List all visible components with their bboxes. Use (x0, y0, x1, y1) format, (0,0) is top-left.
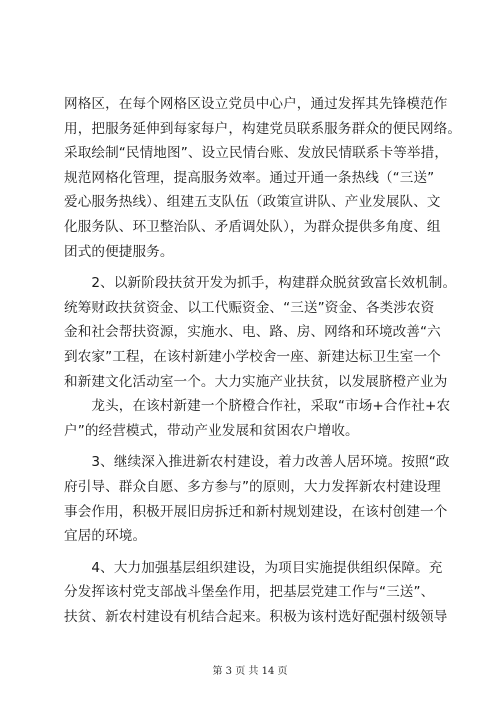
paragraph-new-countryside (64, 450, 450, 548)
text-line: 规范网格化管理，提高服务效率。通过开通一条热线（“三送” (64, 169, 435, 186)
text-line: 龙头，在该村新建一个脐橙合作社，采取“市场+合作社+农 (64, 398, 451, 415)
document-body (64, 92, 462, 629)
text-line: 4、大力加强基层组织建设，为项目实施提供组织保障。充 (64, 559, 443, 576)
text-line: 统筹财政扶贫资金、以工代赈资金、“三送”资金、各类涉农资 (64, 299, 435, 316)
text-line: 2、以新阶段扶贫开发为抓手，构建群众脱贫致富长效机制。 (64, 275, 457, 292)
text-line: 分发挥该村党支部战斗堡垒作用，把基层党建工作与“三送”、 (64, 584, 435, 601)
text-line: 金和社会帮扶资源，实施水、电、路、房、网络和环境改善“六 (64, 324, 441, 341)
text-line: 户”的经营模式，带动产业发展和贫困农户增收。 (64, 422, 359, 439)
text-line: 爱心服务热线）、组建五支队伍（政策宣讲队、产业发展队、文 (64, 194, 441, 211)
text-line: 到农家”工程，在该村新建小学校舍一座、新建达标卫生室一个 (64, 348, 441, 365)
paragraph-gap (64, 443, 444, 450)
text-line: 团式的便捷服务。 (64, 243, 174, 260)
text-line: 3、继续深入推进新农村建设，着力改善人居环境。按照“政 (64, 454, 450, 471)
text-line: 用，把服务延伸到每家每户，构建党员联系服务群众的便民网络。 (64, 120, 462, 137)
text-line: 事会作用，积极开展旧房拆迁和新村规划建设，在该村创建一个 (64, 503, 448, 520)
text-line: 和新建文化活动室一个。大力实施产业扶贫，以发展脐橙产业为 (64, 373, 448, 390)
text-line: 府引导、群众自愿、多方参与”的原则，大力发挥新农村建设理 (64, 478, 441, 495)
paragraph-gap (64, 549, 444, 556)
paragraph-grassroots-organization (64, 556, 448, 630)
paragraph-gap (64, 264, 444, 271)
paragraph-grid-service (64, 92, 462, 264)
text-line: 采取绘制“民情地图”、设立民情台账、发放民情联系卡等举措， (64, 145, 449, 162)
text-line: 宜居的环境。 (64, 528, 147, 545)
text-line: 网格区，在每个网格区设立党员中心户，通过发挥其先锋模范作 (64, 96, 448, 112)
text-line: 扶贫、新农村建设有机结合起来。积极为该村选好配强村级领导 (64, 608, 448, 625)
page-number-footer: 第 3 页 共 14 页 (212, 666, 288, 677)
paragraph-poverty-alleviation (64, 271, 457, 443)
text-line: 化服务队、环卫整治队、矛盾调处队），为群众提供多角度、组 (64, 218, 441, 235)
